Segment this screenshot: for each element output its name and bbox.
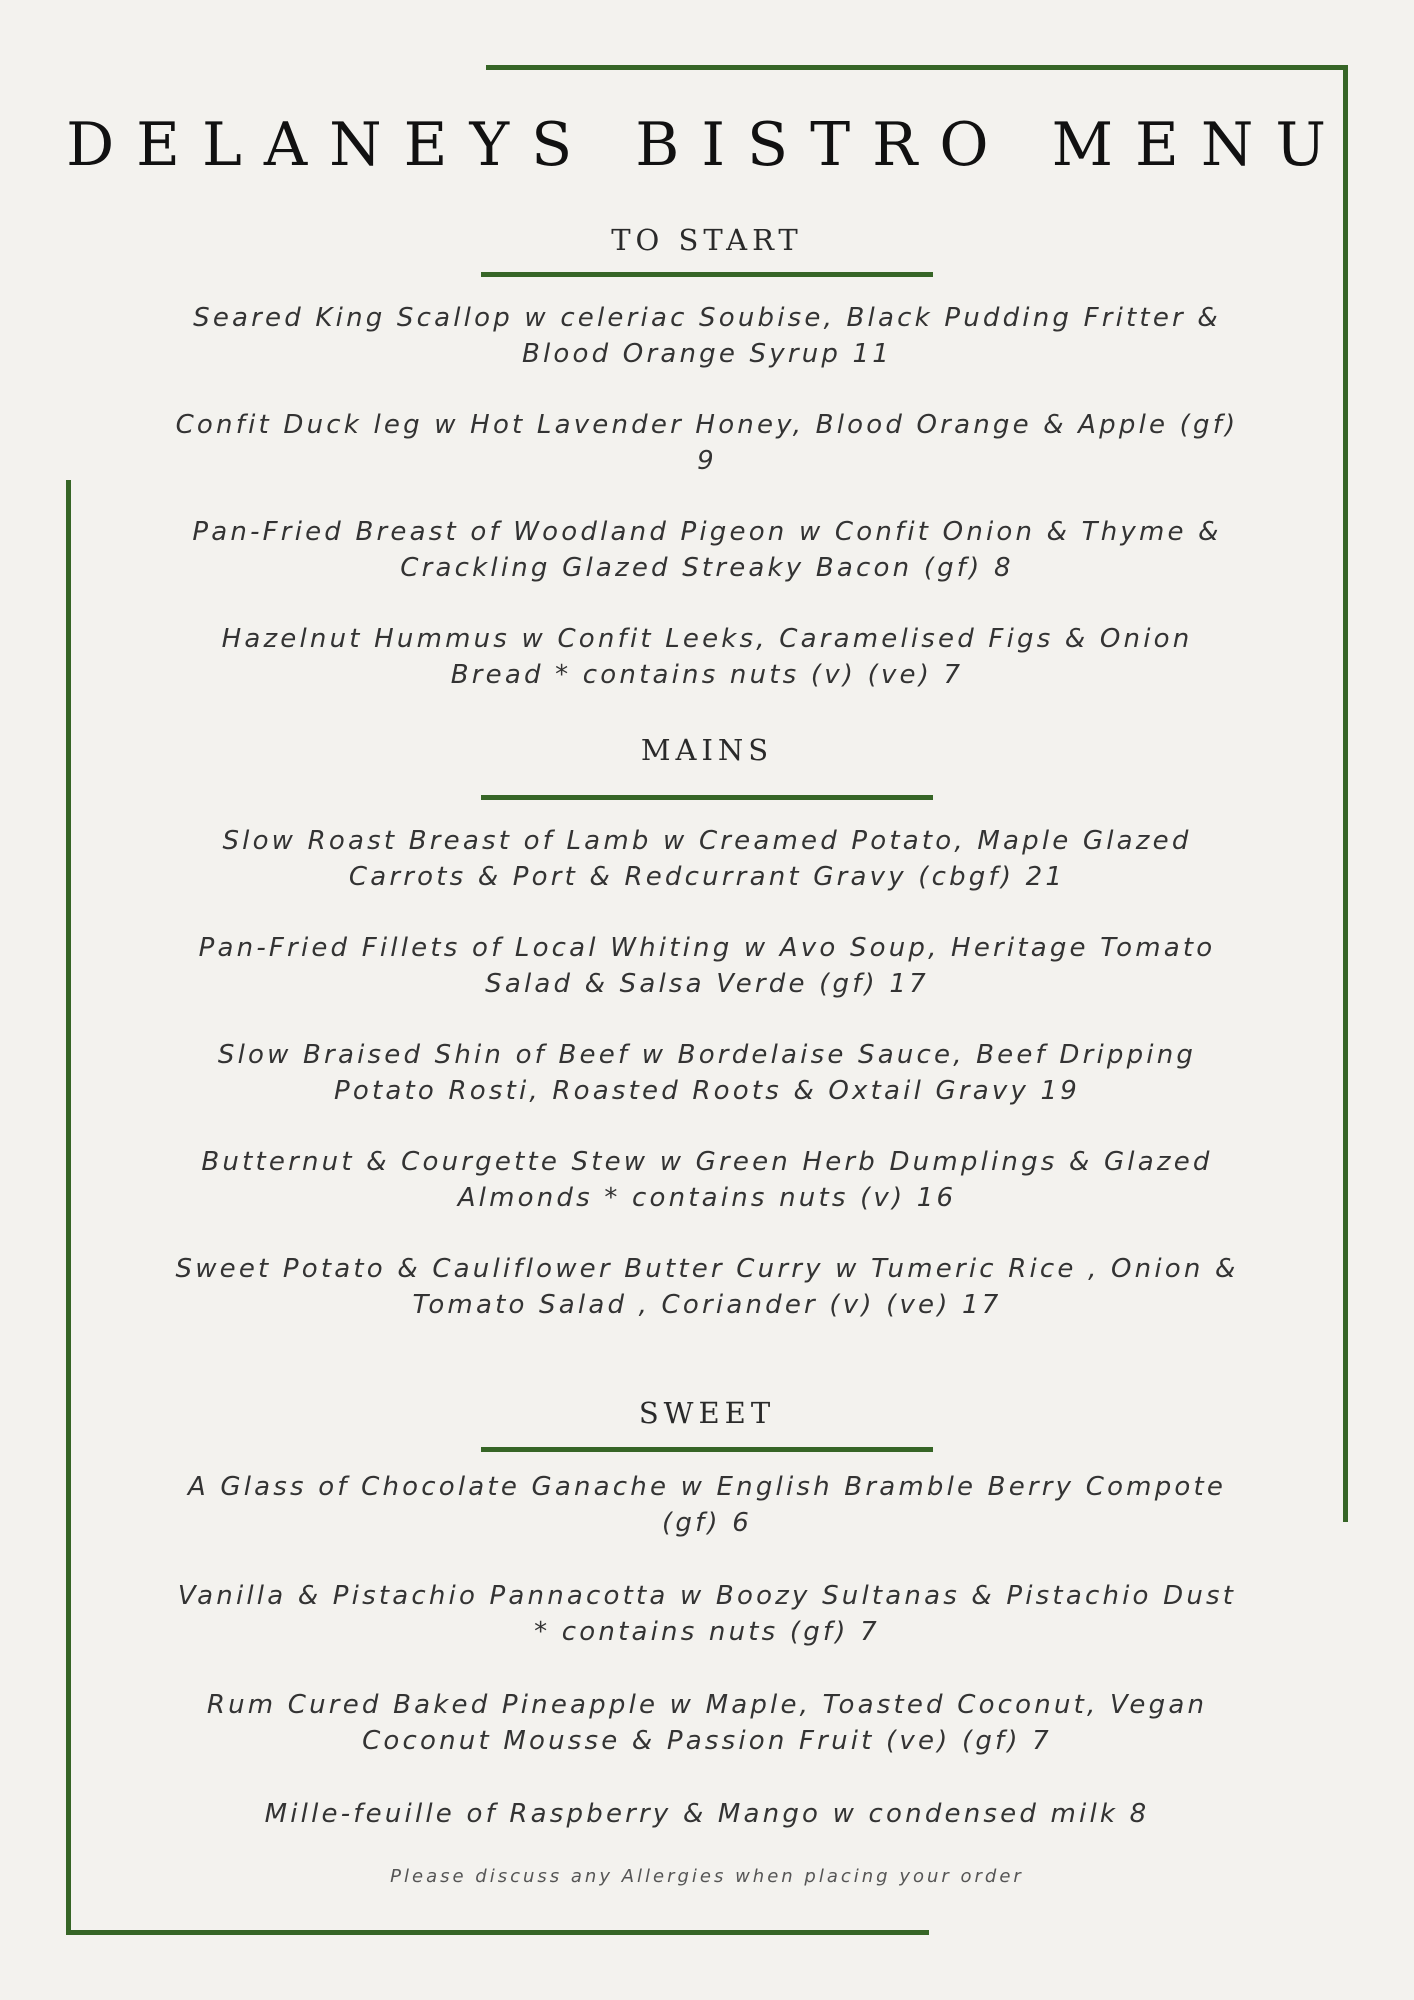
frame-line-left [66, 480, 71, 1935]
menu-item: Confit Duck leg w Hot Lavender Honey, Blood Orange & Apple (gf) 9 [175, 410, 1239, 476]
menu-item: Pan-Fried Fillets of Local Whiting w Avo Soup, Heritage Tomato Salad & Salsa Verde (gf) 17 [198, 933, 1216, 999]
section-heading-sweet: SWEET [638, 1396, 776, 1430]
section-heading-starters: TO START [611, 223, 803, 257]
menu-item: Pan-Fried Breast of Woodland Pigeon w Confit Onion & Thyme & Crackling Glazed Streaky Bacon (gf) 8 [192, 517, 1222, 583]
menu-item: Rum Cured Baked Pineapple w Maple, Toasted Coconut, Vegan Coconut Mousse & Passion Fruit (ve) (gf) 7 [206, 1690, 1208, 1756]
section-divider [481, 795, 933, 800]
menu-title: DELANEYS BISTRO MENU [66, 110, 1348, 180]
menu-item: Slow Braised Shin of Beef w Bordelaise Sauce, Beef Dripping Potato Rosti, Roasted Roots & Oxtail Gravy 19 [217, 1040, 1197, 1106]
frame-line-bottom [66, 1930, 929, 1935]
section-heading-mains: MAINS [640, 733, 774, 767]
frame-line-top [486, 65, 1348, 70]
menu-item: Seared King Scallop w celeriac Soubise, Black Pudding Fritter & Blood Orange Syrup 11 [193, 303, 1221, 369]
menu-item: Sweet Potato & Cauliflower Butter Curry w Tumeric Rice , Onion & Tomato Salad , Coriander (v) (ve) 17 [175, 1254, 1239, 1320]
menu-item: Vanilla & Pistachio Pannacotta w Boozy Sultanas & Pistachio Dust * contains nuts (gf) 7 [177, 1581, 1237, 1647]
allergy-note: Please discuss any Allergies when placing your order [390, 1866, 1024, 1887]
menu-item: Butternut & Courgette Stew w Green Herb Dumplings & Glazed Almonds * contains nuts (v) 16 [201, 1147, 1213, 1213]
section-divider [481, 272, 933, 277]
section-divider [481, 1447, 933, 1452]
menu-item: Hazelnut Hummus w Confit Leeks, Caramelised Figs & Onion Bread * contains nuts (v) (ve) 7 [221, 624, 1193, 690]
menu-item: Slow Roast Breast of Lamb w Creamed Potato, Maple Glazed Carrots & Port & Redcurrant Gravy (cbgf) 21 [222, 826, 1192, 892]
menu-item: Mille-feuille of Raspberry & Mango w condensed milk 8 [264, 1799, 1150, 1829]
menu-item: A Glass of Chocolate Ganache w English Bramble Berry Compote (gf) 6 [187, 1472, 1227, 1538]
frame-line-right [1343, 65, 1348, 1522]
